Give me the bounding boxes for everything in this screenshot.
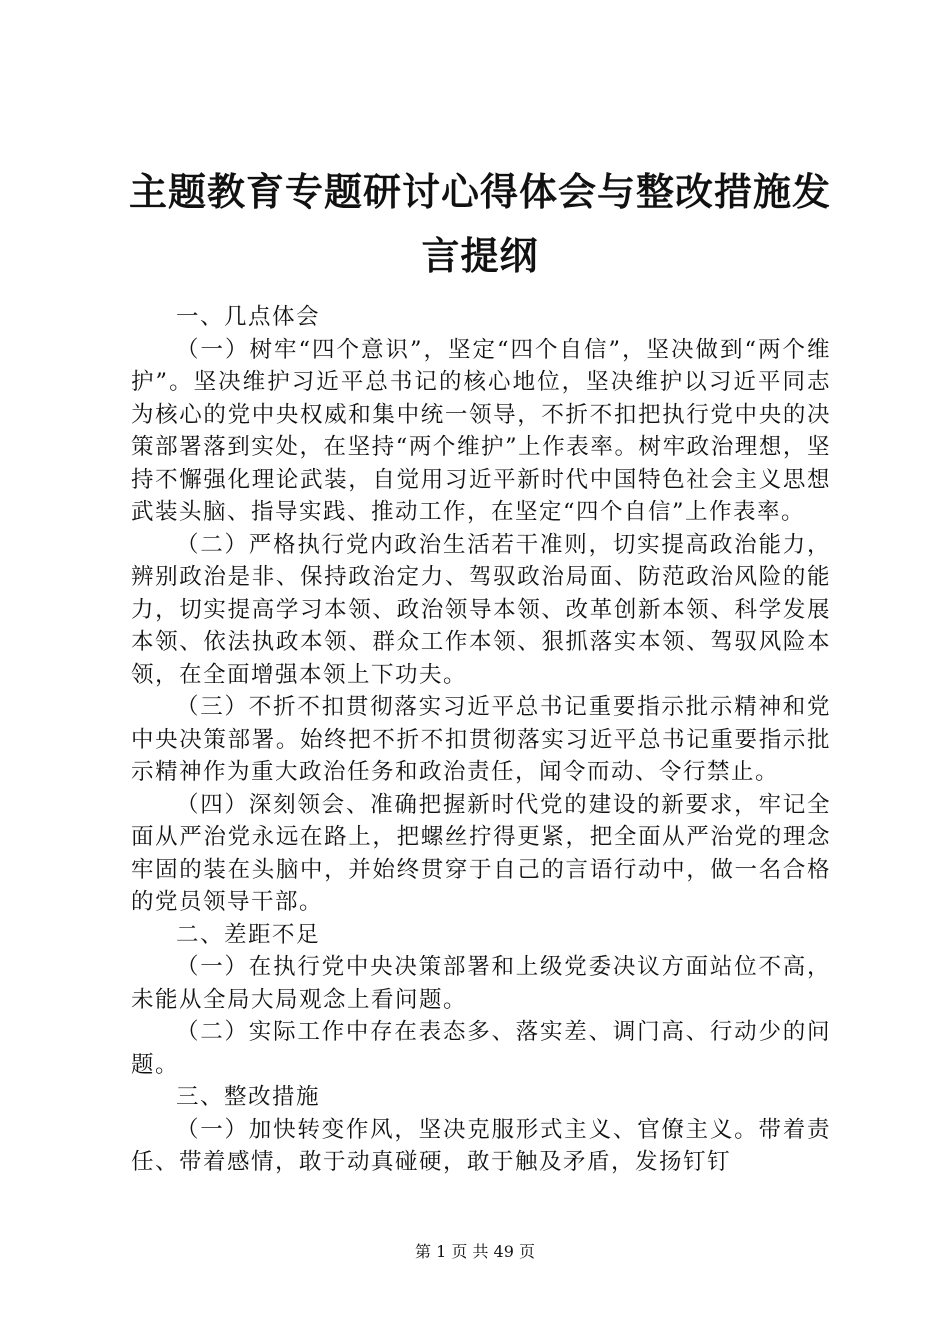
paragraph-1-4: （四）深刻领会、准确把握新时代党的建设的新要求，牢记全面从严治党永远在路上，把螺丝拧得更紧，把全面从严治党的理念牢固的装在头脑中，并始终贯穿于自己的言语行动中，做一名合格的党员领导干部。 bbox=[131, 791, 831, 915]
paragraph-1-2: （二）严格执行党内政治生活若干准则，切实提高政治能力，辨别政治是非、保持政治定力、驾驭政治局面、防范政治风险的能力，切实提高学习本领、政治领导本领、改革创新本领、科学发展本领、依法执政本领、群众工作本领、狠抓落实本领、驾驭风险本领，在全面增强本领上下功夫。 bbox=[131, 531, 831, 688]
paragraph-1-1: （一）树牢“四个意识”，坚定“四个自信”，坚决做到“两个维护”。坚决维护习近平总书记的核心地位，坚决维护以习近平同志为核心的党中央权威和集中统一领导，不折不扣把执行党中央的决策部署落到实处，在坚持“两个维护”上作表率。树牢政治理想，坚持不懈强化理论武装，自觉用习近平新时代中国特色社会主义思想武装头脑、指导实践、推动工作，在坚定“四个自信”上作表率。 bbox=[131, 336, 831, 525]
section-heading-1: 一、几点体会 bbox=[176, 304, 321, 330]
page-number-footer: 第 1 页 共 49 页 bbox=[415, 1242, 535, 1261]
paragraph-3-1: （一）加快转变作风，坚决克服形式主义、官僚主义。带着责任、带着感情，敢于动真碰硬，敢于触及矛盾，发扬钉钉 bbox=[131, 1116, 831, 1175]
document-body bbox=[131, 301, 831, 1179]
paragraph-2-2: （二）实际工作中存在表态多、落实差、调门高、行动少的问题。 bbox=[131, 1019, 831, 1078]
paragraph-2-1: （一）在执行党中央决策部署和上级党委决议方面站位不高，未能从全局大局观念上看问题。 bbox=[131, 954, 831, 1013]
document-title: 主题教育专题研讨心得体会与整改措施发言提纲 bbox=[128, 170, 831, 278]
section-heading-2: 二、差距不足 bbox=[176, 921, 321, 948]
section-heading-3: 三、整改措施 bbox=[176, 1084, 321, 1110]
paragraph-1-3: （三）不折不扣贯彻落实习近平总书记重要指示批示精神和党中央决策部署。始终把不折不扣贯彻落实习近平总书记重要指示批示精神作为重大政治任务和政治责任，闻令而动、令行禁止。 bbox=[131, 694, 831, 785]
